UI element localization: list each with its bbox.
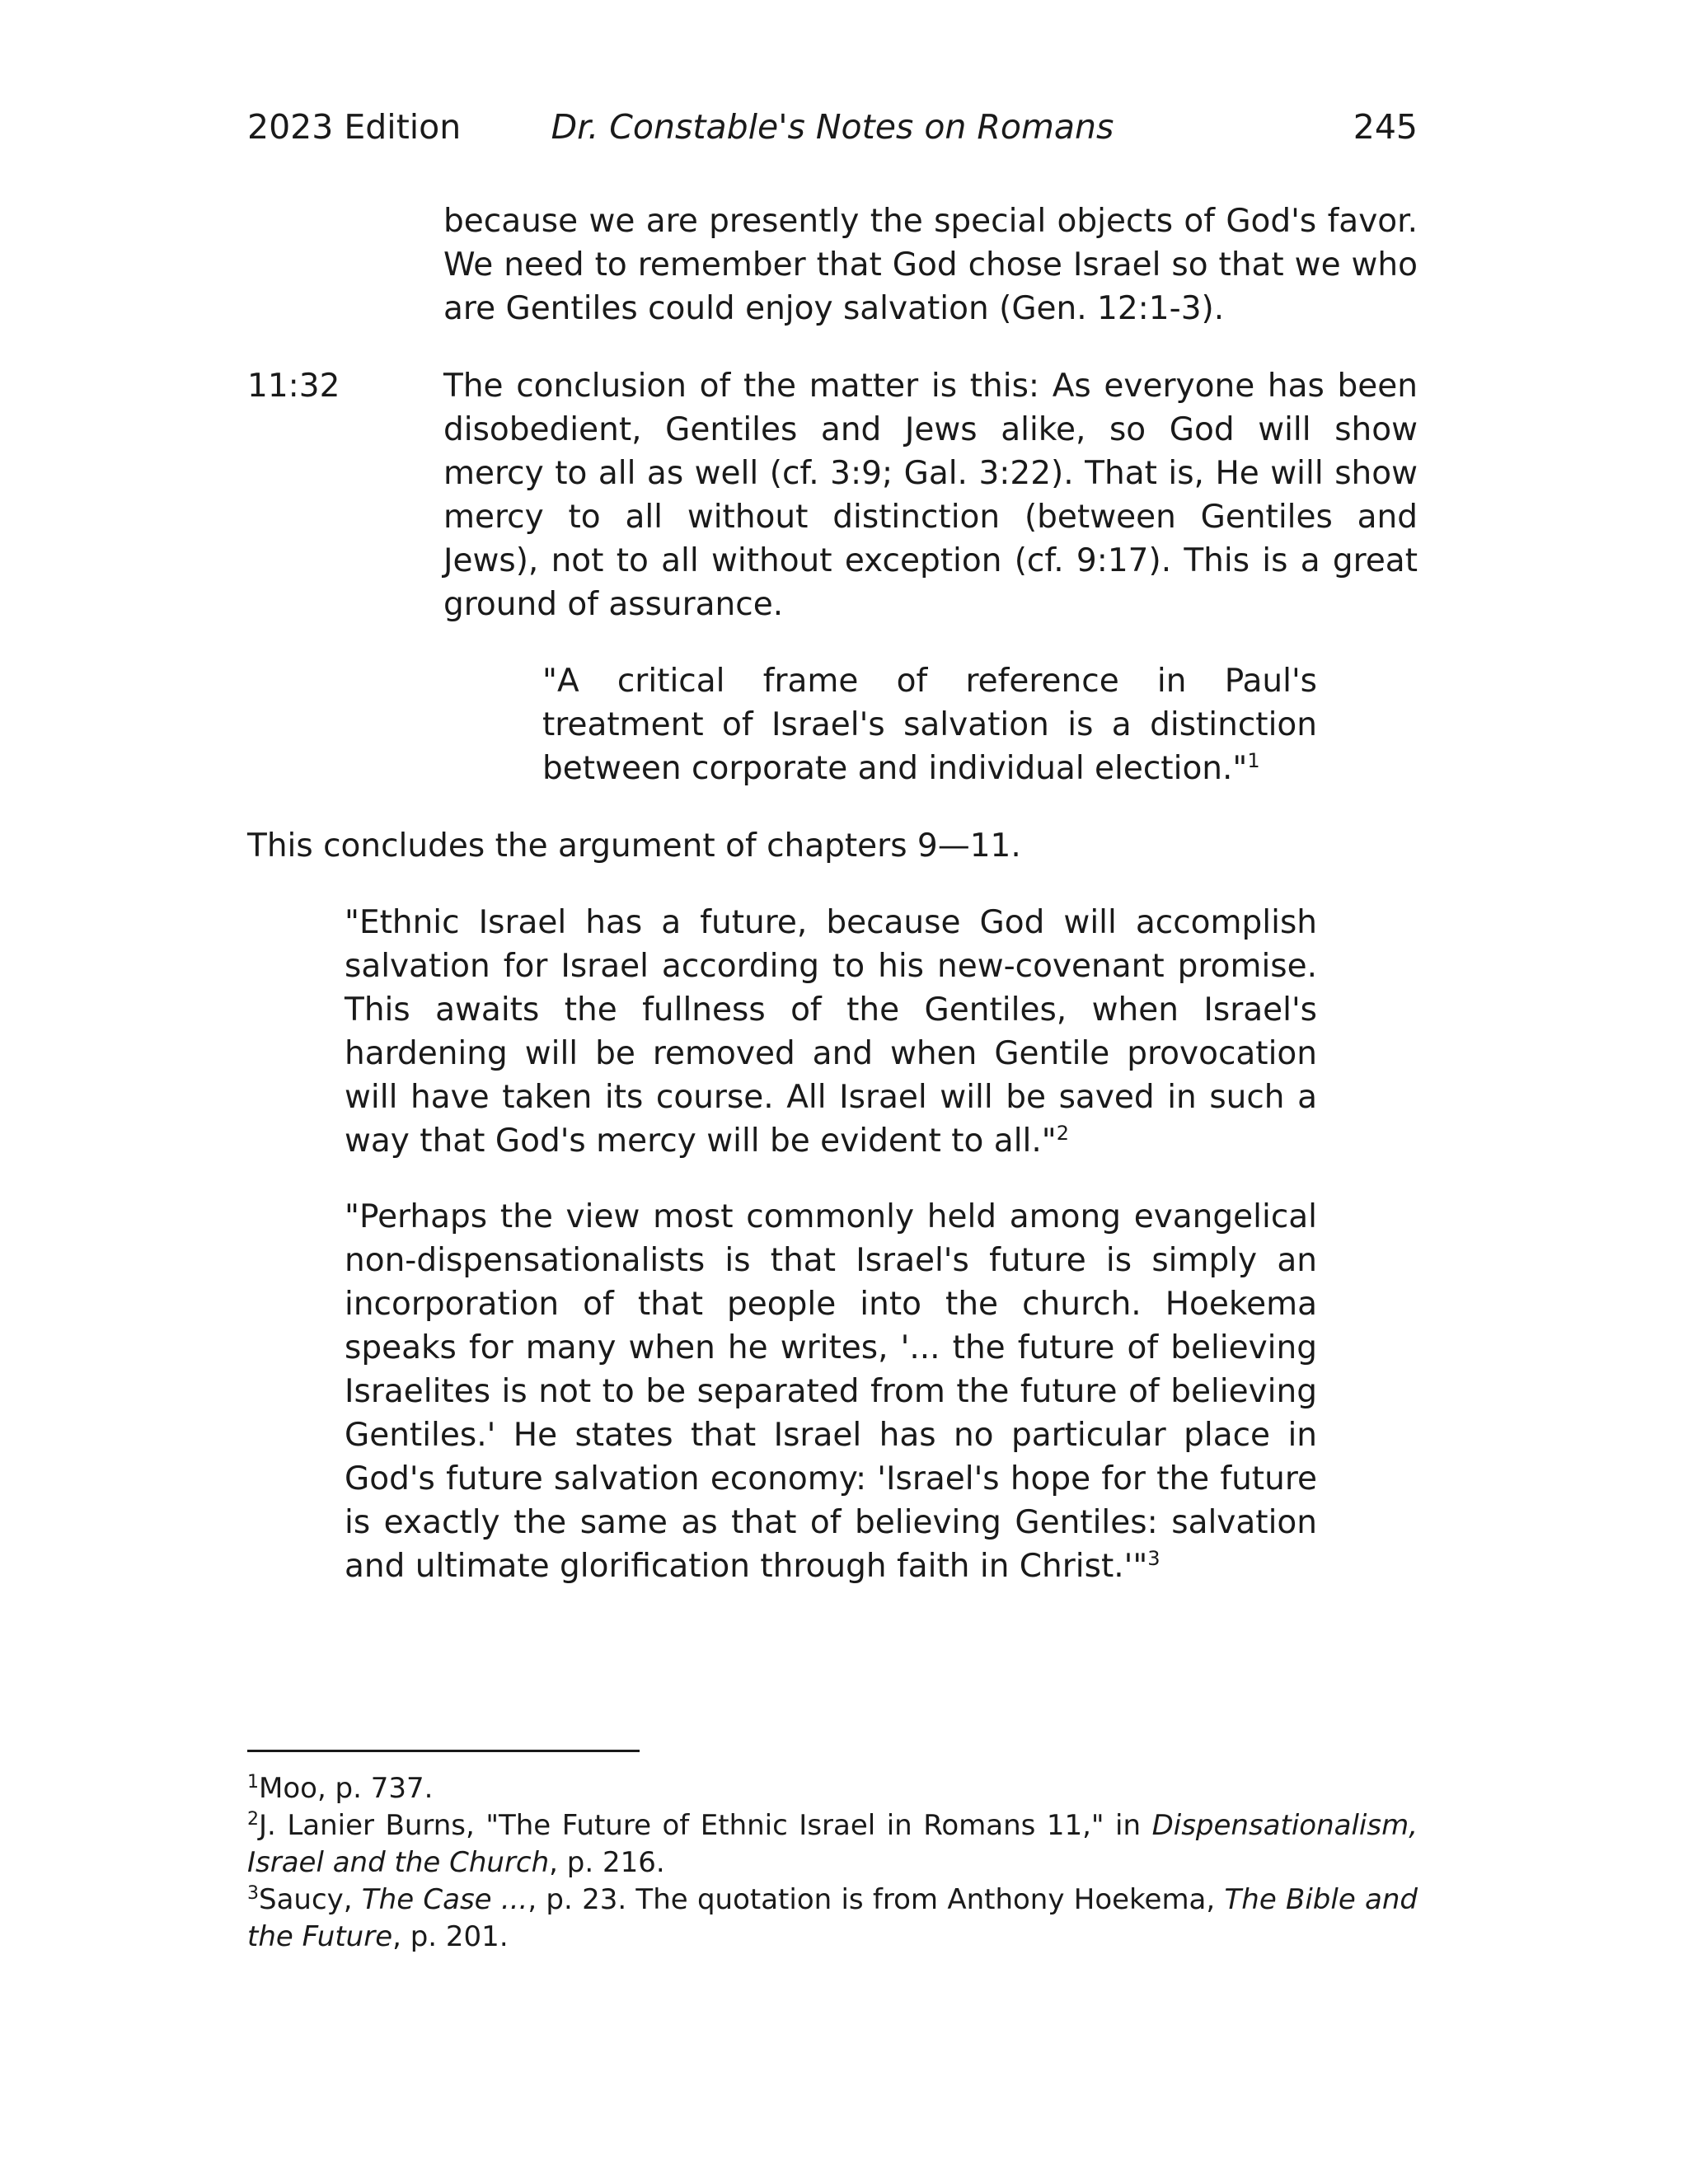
footnote-2 <box>247 1807 1418 1882</box>
footnote-3-page: , p. 201. <box>392 1920 509 1953</box>
block-quote-3-paragraph <box>345 1195 1317 1588</box>
footnote-ref-3[interactable]: 3 <box>1147 1547 1160 1570</box>
footnote-3 <box>247 1882 1418 1956</box>
footnote-2-mark: 2 <box>247 1809 259 1830</box>
verse-commentary-text: The conclusion of the matter is this: As everyone has been disobedient, Gentiles and Jews alike, so God will show mercy to all as well (cf. 3:9; Gal. 3:22). That is, He will show mercy to all without distinction (between Gentiles and Jews), not to all without exception (cf. 9:17). This is a great ground of assurance. <box>443 368 1418 623</box>
footnote-3-mark: 3 <box>247 1883 259 1904</box>
header-title: Dr. Constable's Notes on Romans <box>551 107 1114 147</box>
document-page <box>247 0 1418 2184</box>
footnotes <box>247 1770 1418 1956</box>
footnote-3-book-title: The Bible and the Future <box>247 1883 1418 1953</box>
conclusion-paragraph <box>247 824 1418 868</box>
block-quote-1-text: "A critical frame of reference in Paul's treatment of Israel's salvation is a distinction between corporate and individual election." <box>542 663 1317 787</box>
footnote-separator <box>247 1750 640 1752</box>
footnote-3-author: Saucy, <box>259 1883 362 1916</box>
conclusion-text: This concludes the argument of chapters 9—11. <box>247 827 1021 865</box>
block-quote-2-paragraph <box>345 901 1317 1163</box>
footnote-1-mark: 1 <box>247 1772 259 1793</box>
block-quote-3 <box>345 1195 1317 1588</box>
footnote-ref-1[interactable]: 1 <box>1247 749 1260 772</box>
block-quote-3-text: "Perhaps the view most commonly held among evangelical non-dispensationalists is that Israel's future is simply an incorporation of that people into the church. Hoekema speaks for many when he writes, '... the future of believing Israelites is not to be separated from the future of believing Gentiles.' He states that Israel has no particular place in God's future salvation economy: 'Israel's hope for the future is exactly the same as that of believing Gentiles: salvation and ultimate glorification through faith in Christ.'" <box>345 1198 1317 1585</box>
running-header <box>247 102 1418 152</box>
footnote-3-text: , p. 23. The quotation is from Anthony Hoekema, <box>528 1883 1225 1916</box>
block-quote-1-paragraph <box>542 659 1317 790</box>
footnote-2-page: , p. 216. <box>549 1846 665 1879</box>
continuation-text: because we are presently the special objects of God's favor. We need to remember that God chose Israel so that we who are Gentiles could enjoy salvation (Gen. 12:1-3). <box>443 203 1418 327</box>
footnote-ref-2[interactable]: 2 <box>1056 1122 1069 1145</box>
footnote-1-text: Moo, p. 737. <box>259 1772 434 1805</box>
block-quote-2-text: "Ethnic Israel has a future, because God will accomplish salvation for Israel according to his new-covenant promise. This awaits the fullness of the Gentiles, when Israel's hardening will be removed and when Gentile provocation will have taken its course. All Israel will be saved in such a way that God's mercy will be evident to all." <box>345 904 1317 1160</box>
block-quote-2 <box>345 901 1317 1163</box>
block-quote-1 <box>542 659 1317 790</box>
header-edition: 2023 Edition <box>247 107 462 147</box>
continuation-paragraph <box>443 199 1418 330</box>
header-page-number: 245 <box>1353 107 1418 147</box>
footnote-2-text: J. Lanier Burns, "The Future of Ethnic Israel in Romans 11," in <box>259 1809 1152 1842</box>
verse-commentary <box>443 364 1418 626</box>
verse-reference: 11:32 <box>247 368 340 405</box>
footnote-2-book-title: Dispensationalism, Israel and the Church <box>247 1809 1418 1879</box>
footnote-1 <box>247 1770 1418 1807</box>
footnote-3-short-title: The Case ... <box>361 1883 528 1916</box>
